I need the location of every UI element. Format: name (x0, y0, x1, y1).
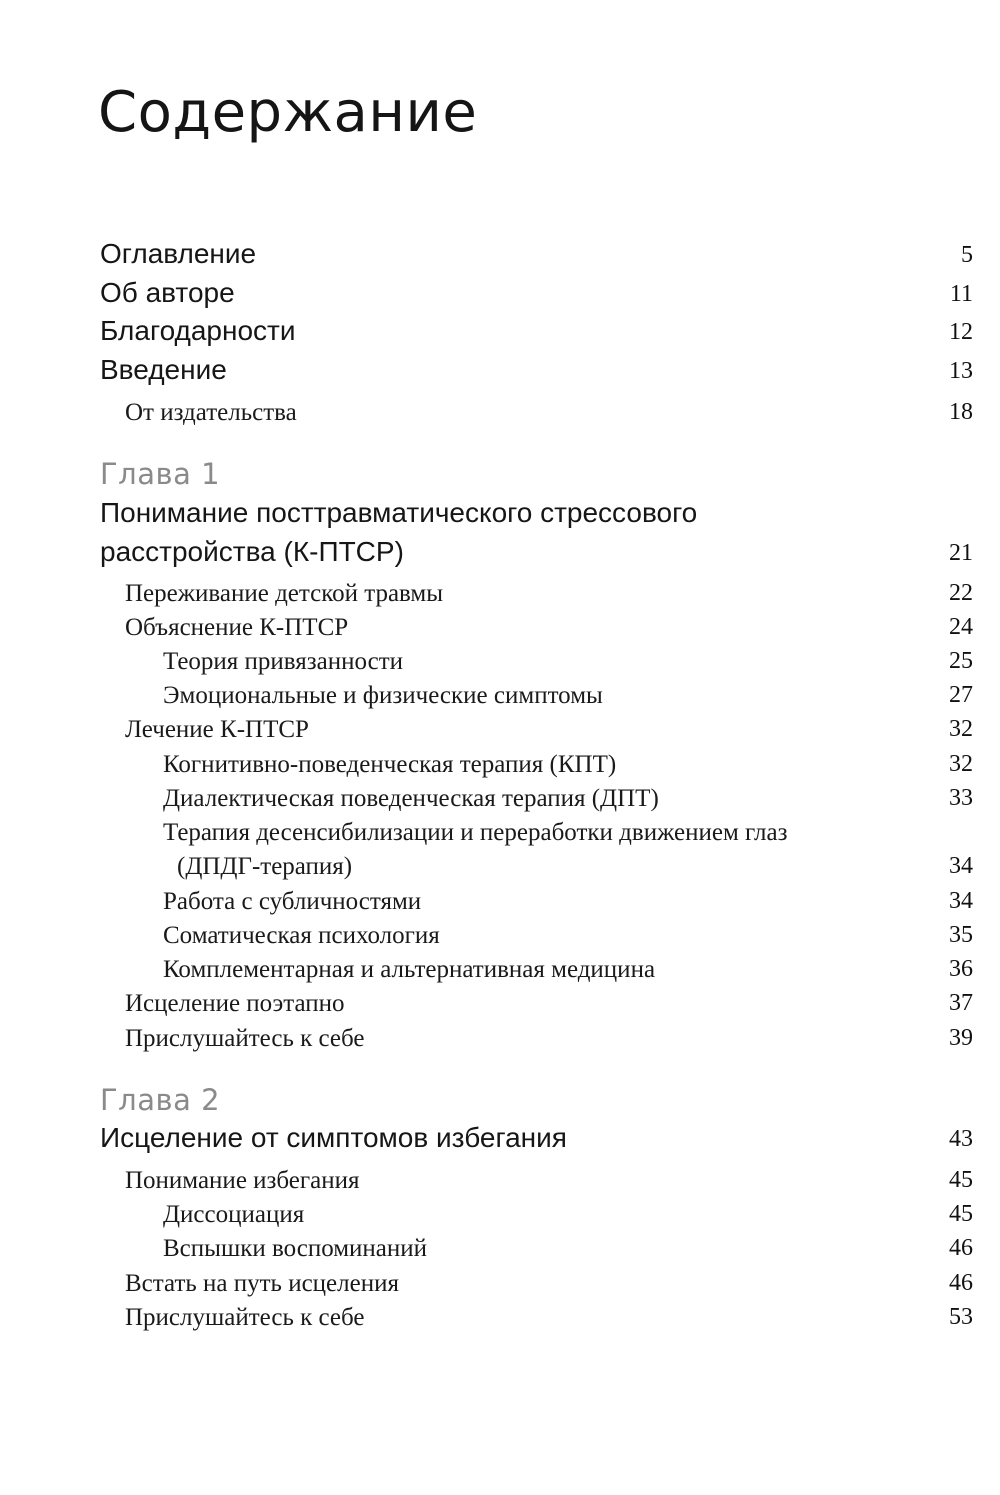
toc-entry-page: 24 (949, 614, 973, 640)
toc-entry-title: Оглавление (100, 238, 257, 269)
toc-entry-title: Эмоциональные и физические симптомы (163, 682, 603, 709)
toc-entry-page: 39 (949, 1025, 973, 1051)
chapter-title: Исцеление от симптомов избегания (100, 1122, 567, 1153)
toc-entry-title: Понимание избегания (125, 1167, 360, 1194)
toc-entry-title: Об авторе (100, 277, 235, 308)
toc-entry-title: Теория привязанности (163, 648, 404, 675)
toc-entry-page: 45 (949, 1201, 973, 1227)
toc-entry-title: Комплементарная и альтернативная медицина (163, 956, 656, 983)
toc-entry-page: 32 (949, 751, 973, 777)
toc-entry-page: 34 (949, 888, 973, 914)
toc-entry-page: 46 (949, 1235, 973, 1261)
toc-entry-page: 53 (949, 1304, 973, 1330)
toc-entry-page: 36 (949, 956, 973, 982)
toc-entry-title: Благодарности (100, 315, 296, 346)
chapter-page: 43 (949, 1126, 973, 1152)
chapter-title-continued: расстройства (К-ПТСР) (100, 536, 404, 567)
chapter-title: Понимание посттравматического стрессового (100, 497, 698, 528)
toc-entry-title: Работа с субличностями (163, 888, 422, 915)
chapter-label: Глава 1 (100, 457, 221, 491)
toc-entry-page: 32 (949, 716, 973, 742)
toc-entry-title: Когнитивно-поведенческая терапия (КПТ) (163, 751, 617, 778)
toc-entry-page: 13 (949, 358, 973, 384)
toc-entry-page: 33 (949, 785, 973, 811)
toc-entry-title: Объяснение К-ПТСР (125, 614, 349, 641)
toc-entry-title: От издательства (125, 399, 297, 426)
chapter-page: 21 (949, 540, 973, 566)
toc-entry-page: 5 (961, 242, 973, 268)
toc-entry-title: Терапия десенсибилизации и переработки движением глаз (163, 819, 788, 846)
toc-entry-title: Соматическая психология (163, 922, 440, 949)
toc-entry-title: Прислушайтесь к себе (125, 1025, 365, 1052)
toc-entry-title: Встать на путь исцеления (125, 1270, 399, 1297)
toc-entry-page: 12 (949, 319, 973, 345)
toc-entry-title-continued: (ДПДГ-терапия) (177, 853, 353, 880)
toc-entry-page: 35 (949, 922, 973, 948)
toc-entry-title: Введение (100, 354, 227, 385)
toc-entry-page: 18 (949, 399, 973, 425)
toc-entry-page: 11 (949, 281, 973, 307)
toc-entry-title: Исцеление поэтапно (125, 990, 345, 1017)
page-title: Содержание (98, 80, 478, 145)
toc-entry-page: 34 (949, 853, 973, 879)
toc-entry-page: 46 (949, 1270, 973, 1296)
chapter-label: Глава 2 (100, 1083, 221, 1117)
toc-entry-title: Лечение К-ПТСР (125, 716, 309, 743)
toc-entry-title: Диссоциация (163, 1201, 305, 1228)
toc-entry-title: Переживание детской травмы (125, 580, 444, 607)
toc-entry-page: 22 (949, 580, 973, 606)
toc-entry-title: Диалектическая поведенческая терапия (ДПТ) (163, 785, 659, 812)
toc-entry-title: Вспышки воспоминаний (163, 1235, 428, 1262)
toc-entry-page: 25 (949, 648, 973, 674)
toc-entry-page: 37 (949, 990, 973, 1016)
toc-entry-title: Прислушайтесь к себе (125, 1304, 365, 1331)
toc-entry-page: 45 (949, 1167, 973, 1193)
toc-entry-page: 27 (949, 682, 973, 708)
